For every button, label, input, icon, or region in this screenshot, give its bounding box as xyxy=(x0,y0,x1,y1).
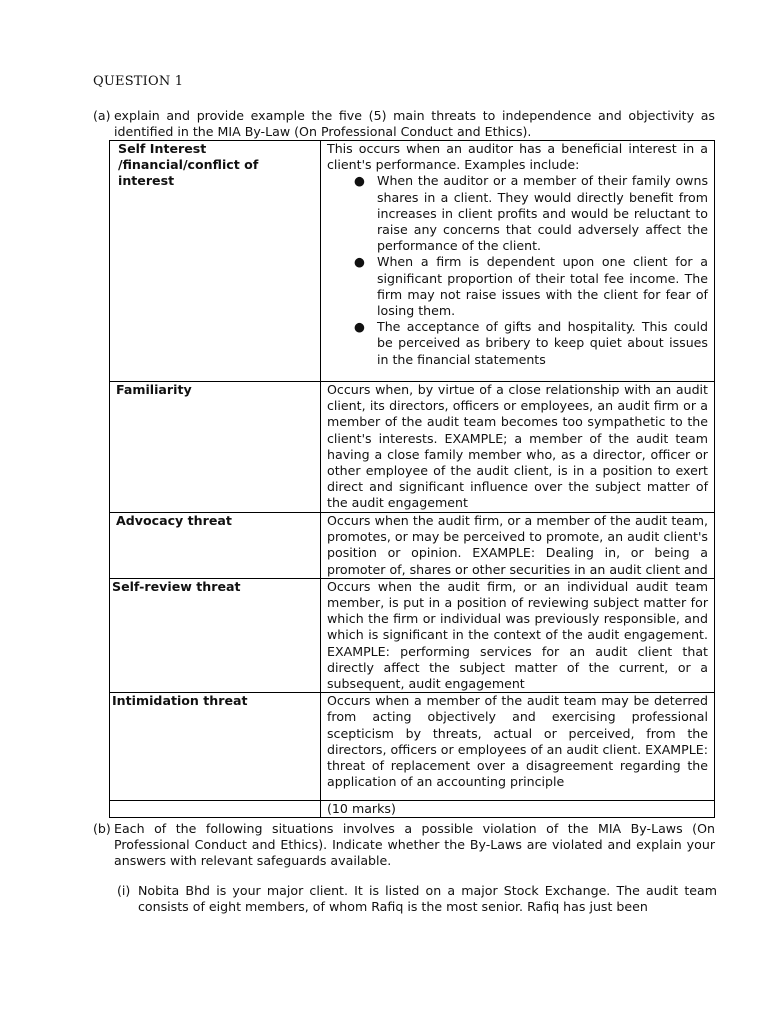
bullet-icon: ● xyxy=(354,173,365,189)
example-text: When a firm is dependent upon one client for a significant proportion of their total fee income. The firm may not raise issues with the client for fear of losing them. xyxy=(377,254,708,319)
part-b-text: Each of the following situations involves a possible violation of the MIA By-Laws (On Professional Conduct and Ethics). Indicate whether the By-Laws are violated and explain your answers with relevant safeguards available. xyxy=(114,821,715,868)
list-item xyxy=(354,254,708,319)
example-text: When the auditor or a member of their family owns shares in a client. They would directly benefit from increases in client profits and would be reluctant to raise any concerns that could adversely affect the performance of the client. xyxy=(377,173,708,254)
threat-description: Occurs when a member of the audit team may be deterred from acting objectively and exercising professional scepticism by threats, actual or perceived, from the directors, officers or employees of an audit client. EXAMPLE: threat of replacement over a disagreement regarding the application of an accounting principle xyxy=(321,693,715,801)
threat-term: Self-review threat xyxy=(110,578,321,692)
threats-table xyxy=(109,140,715,818)
table-row xyxy=(110,578,715,692)
empty-cell xyxy=(110,801,321,818)
bullet-icon: ● xyxy=(354,254,365,270)
list-item xyxy=(354,319,708,368)
sub-question-label: (i) xyxy=(117,883,131,898)
table-row xyxy=(110,382,715,513)
threat-description: Occurs when the audit firm, or an individual audit team member, is put in a position of reviewing subject matter for which the firm or individual was previously responsible, and which is significant in the context of the audit engagement. EXAMPLE: performing services for an audit client that directly affect the subject matter of the current, or a subsequent, audit engagement xyxy=(321,578,715,692)
threat-term: Familiarity xyxy=(110,382,321,513)
table-row xyxy=(110,141,715,382)
marks-label: (10 marks) xyxy=(321,801,715,818)
threat-term: Self Interest /financial/conflict of interest xyxy=(110,141,321,382)
question-heading: QUESTION 1 xyxy=(93,74,184,89)
threat-description xyxy=(321,141,715,382)
threat-description: Occurs when the audit firm, or a member of the audit team, promotes, or may be perceived to promote, an audit client's position or opinion. EXAMPLE: Dealing in, or being a promoter of, shares or other securities in an audit client and xyxy=(321,513,715,579)
table-row xyxy=(110,801,715,818)
table-row xyxy=(110,693,715,801)
bullet-icon: ● xyxy=(354,319,365,335)
threat-term: Advocacy threat xyxy=(110,513,321,579)
table-row xyxy=(110,513,715,579)
threat-intro: This occurs when an auditor has a beneficial interest in a client's performance. Examples include: xyxy=(327,141,708,173)
threat-term: Intimidation threat xyxy=(110,693,321,801)
part-b xyxy=(93,821,715,869)
part-b-label: (b) xyxy=(93,821,111,836)
sub-question-i xyxy=(117,883,717,915)
part-a-text: explain and provide example the five (5) main threats to independence and objectivity as identified in the MIA By-Law (On Professional Conduct and Ethics). xyxy=(114,108,715,139)
list-item xyxy=(354,173,708,254)
part-a-label: (a) xyxy=(93,108,111,123)
part-a xyxy=(93,108,715,140)
examples-list xyxy=(327,173,708,367)
example-text: The acceptance of gifts and hospitality. This could be perceived as bribery to keep quiet about issues in the financial statements xyxy=(377,319,708,367)
sub-question-text: Nobita Bhd is your major client. It is listed on a major Stock Exchange. The audit team consists of eight members, of whom Rafiq is the most senior. Rafiq has just been xyxy=(138,883,717,914)
threat-description: Occurs when, by virtue of a close relationship with an audit client, its directors, officers or employees, an audit firm or a member of the audit team becomes too sympathetic to the client's interests. EXAMPLE; a member of the audit team having a close family member who, as a director, officer or other employee of the audit client, is in a position to exert direct and significant influence over the subject matter of the audit engagement xyxy=(321,382,715,513)
